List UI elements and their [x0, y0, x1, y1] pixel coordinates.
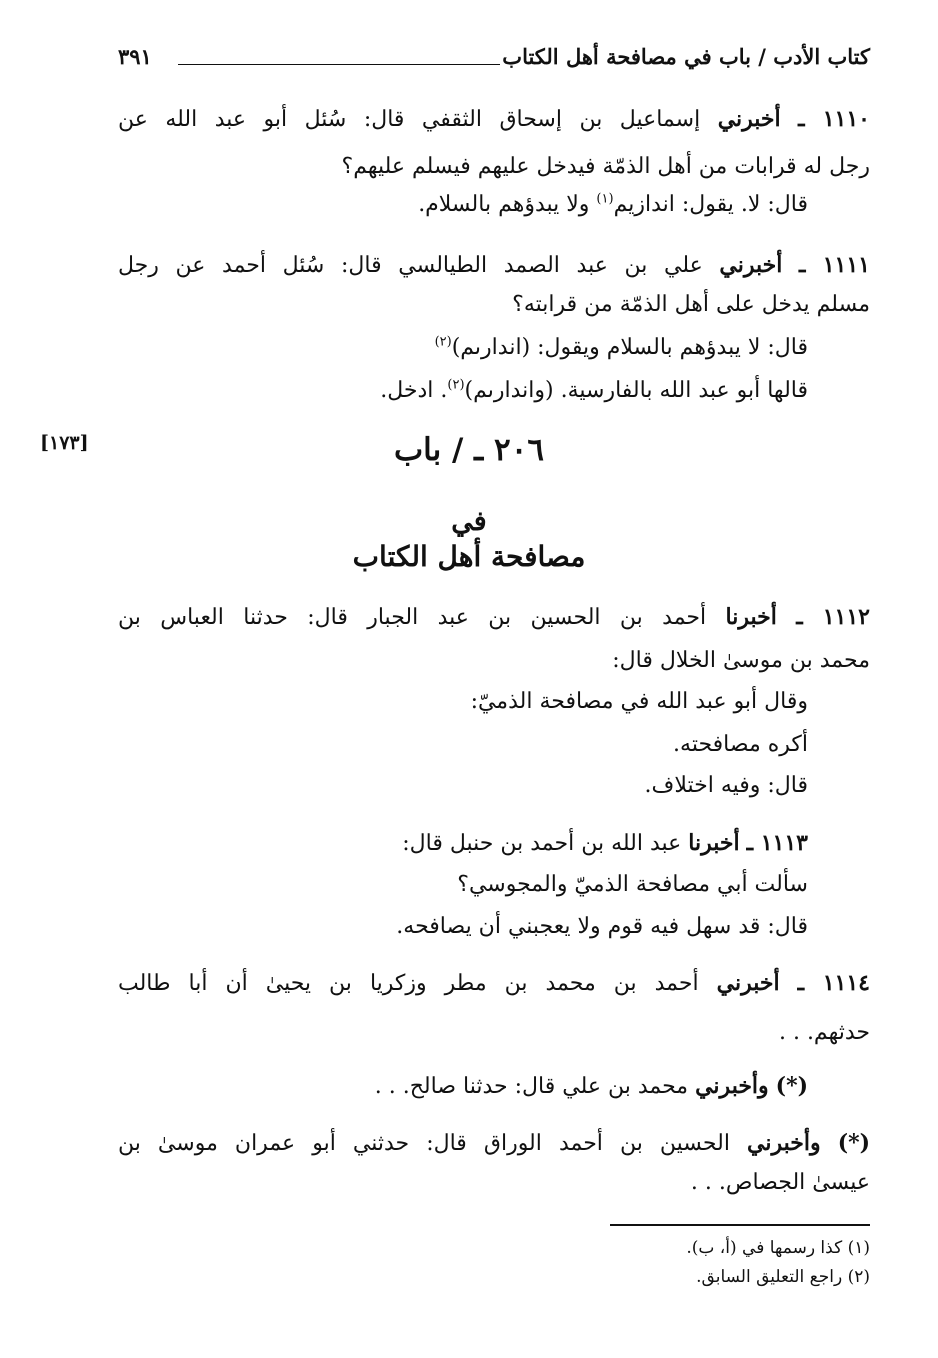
hadith-text: ولا يبدؤهم بالسلام. [418, 192, 597, 217]
header-rule [178, 64, 500, 65]
footnote-ref: (٢) [447, 377, 465, 393]
hadith-text: أحمد بن محمد بن مطر وزكريا بن يحيىٰ أن أبا طالب [118, 971, 699, 996]
hadith-1113-line-3: قال: قد سهل فيه قوم ولا يعجبني أن يصافحه. [396, 914, 808, 939]
footnote-rule [610, 1224, 870, 1226]
chapter-number: ٢٠٦ ـ / باب [394, 432, 544, 468]
page-number: ٣٩١ [118, 44, 152, 69]
hadith-number: ١١١٣ ـ [746, 830, 808, 856]
hadith-1110-line-1 [118, 104, 870, 135]
hadith-1112-line-4: أكره مصافحته. [673, 732, 808, 757]
hadith-1112-line-3: وقال أبو عبد الله في مصافحة الذميّ: [470, 689, 808, 714]
hadith-text: أحمد بن الحسين بن عبد الجبار قال: حدثنا العباس بن [118, 605, 707, 630]
footnote-ref: (١) [596, 191, 614, 207]
hadith-1114-sub-1 [375, 1071, 808, 1102]
chapter-preposition: في [451, 506, 487, 537]
hadith-number: ١١١١ ـ [798, 252, 870, 278]
chapter-title: مصافحة أهل الكتاب [352, 540, 586, 573]
hadith-number: ١١١٠ ـ [798, 106, 870, 132]
hadith-1111-line-2: مسلم يدخل على أهل الذمّة من قرابته؟ [512, 292, 870, 317]
running-header [118, 44, 870, 78]
hadith-1113-line-2: سألت أبي مصافحة الذميّ والمجوسي؟ [457, 872, 808, 897]
hadith-text: عبد الله بن أحمد بن حنبل قال: [402, 831, 682, 856]
hadith-text: قال: لا. يقول: اندازيم [613, 192, 808, 217]
hadith-text: قالها أبو عبد الله بالفارسية. (واندارىم) [464, 378, 808, 403]
hadith-1114-line-1 [118, 968, 870, 999]
asterisk-mark: (*) [837, 1130, 871, 1156]
footnote-ref: (٢) [434, 334, 452, 350]
hadith-keyword: أخبرني [719, 252, 783, 278]
hadith-1111-line-1 [118, 250, 870, 281]
hadith-1113-line-1 [402, 828, 808, 859]
hadith-1111-line-3 [435, 333, 808, 363]
hadith-1114-line-2: حدثهم. . . [778, 1020, 870, 1045]
footnote-2: (٢) راجع التعليق السابق. [696, 1267, 870, 1287]
header-title: كتاب الأدب / باب في مصافحة أهل الكتاب [502, 44, 870, 69]
hadith-text: إسماعيل بن إسحاق الثقفي قال: سُئل أبو عبد الله عن [118, 107, 701, 132]
hadith-keyword: أخبرنا [688, 830, 740, 856]
hadith-1112-line-1 [118, 602, 870, 633]
hadith-1112-line-5: قال: وفيه اختلاف. [644, 773, 808, 798]
hadith-text: علي بن عبد الصمد الطيالسي قال: سُئل أحمد عن رجل [118, 253, 703, 278]
hadith-keyword: أخبرنا [725, 604, 777, 630]
hadith-number: ١١١٤ ـ [797, 970, 870, 996]
hadith-keyword: وأخبرني [695, 1073, 769, 1099]
hadith-text: الحسين بن أحمد الوراق قال: حدثني أبو عمران موسىٰ بن [118, 1131, 730, 1156]
hadith-1114-sub-2-line-2: عيسىٰ الجصاص. . . [690, 1170, 870, 1195]
hadith-text: قال: لا يبدؤهم بالسلام ويقول: (اندارىم) [451, 335, 808, 360]
hadith-1111-line-4 [380, 376, 808, 406]
footnote-1: (١) كذا رسمها في (أ، ب). [686, 1238, 870, 1258]
hadith-number: ١١١٢ ـ [796, 604, 870, 630]
hadith-keyword: وأخبرني [747, 1130, 821, 1156]
hadith-text: . ادخل. [380, 378, 448, 403]
margin-reference: [١٧٣] [40, 432, 89, 454]
hadith-keyword: أخبرني [717, 106, 781, 132]
hadith-1114-sub-2 [118, 1128, 870, 1159]
hadith-text: محمد بن علي قال: حدثنا صالح. . . [374, 1074, 689, 1099]
hadith-1110-line-2: رجل له قرابات من أهل الذمّة فيدخل عليهم فيسلم عليهم؟ [341, 154, 870, 179]
asterisk-mark: (*) [775, 1073, 808, 1099]
hadith-1112-line-2: محمد بن موسىٰ الخلال قال: [612, 648, 870, 673]
hadith-keyword: أخبرني [716, 970, 780, 996]
hadith-1110-line-3 [418, 190, 808, 220]
